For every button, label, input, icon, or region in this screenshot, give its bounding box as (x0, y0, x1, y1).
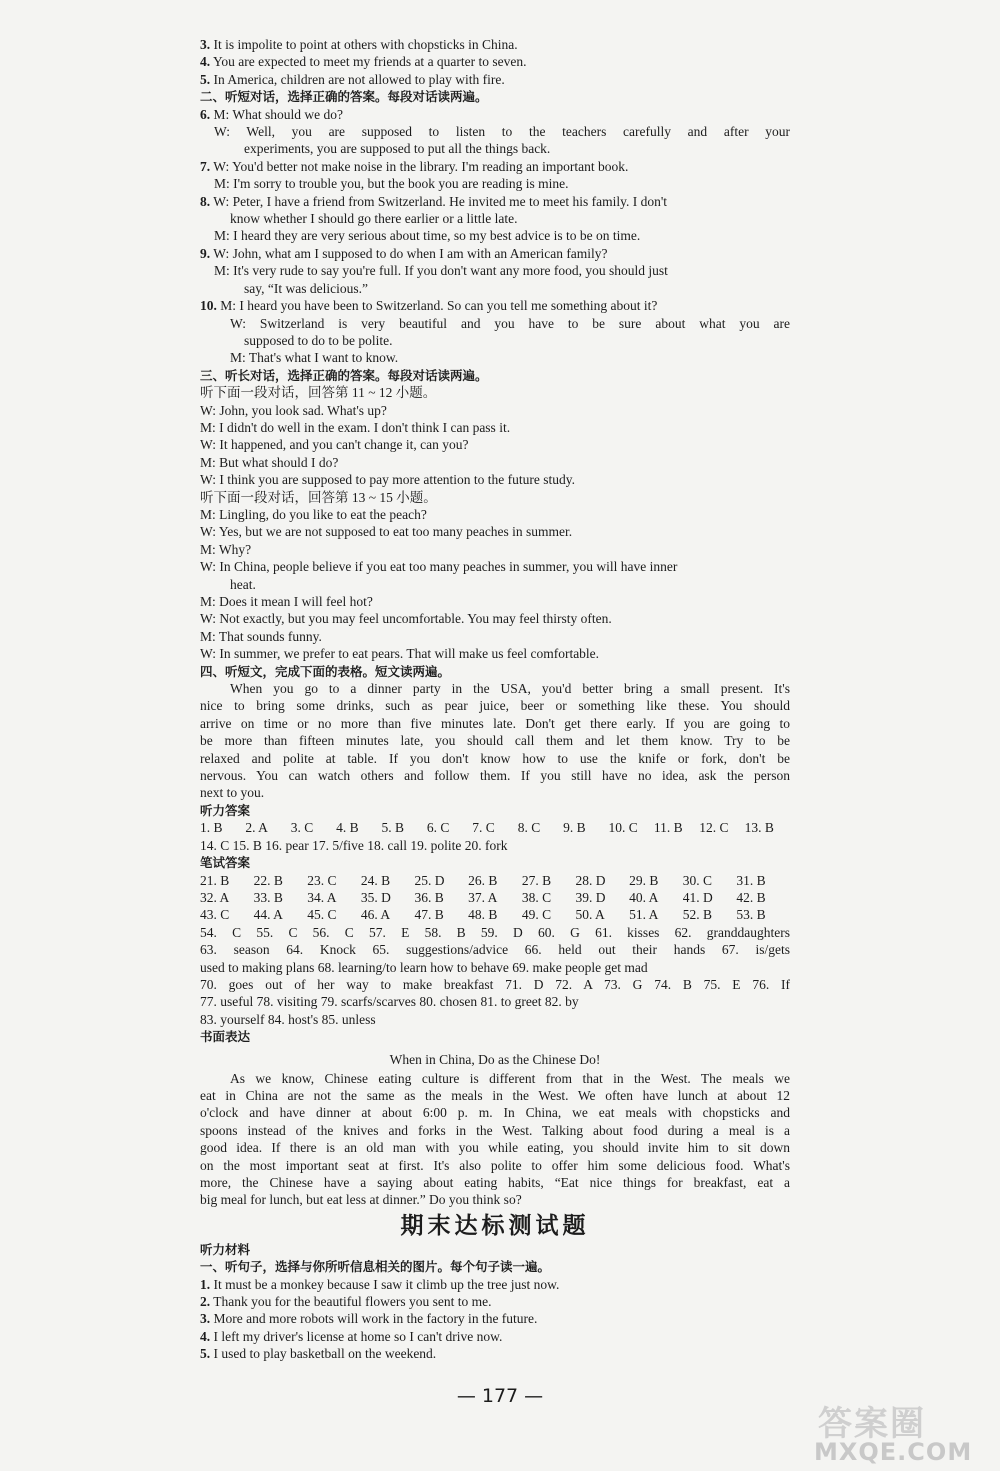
line-text: eat in China are not the same as the meals in the West. We often have lunch at about 12 (200, 1087, 790, 1103)
dialogue-line (200, 210, 790, 227)
listening-answers-row: 14. C 15. B 16. pear 17. 5/five 18. call 19. polite 20. fork (200, 837, 508, 853)
line-text: experiments, you are supposed to put all the things back. (244, 141, 551, 157)
long-dialogues (200, 384, 790, 663)
written-answers-lines (200, 924, 790, 1028)
sentence-line (200, 1293, 790, 1310)
answer-line (200, 941, 790, 958)
answer-item: 10. C (608, 820, 638, 836)
dialogue-line (200, 628, 790, 645)
item-number: 9. (200, 245, 211, 261)
answer-line (200, 924, 790, 941)
section-4-heading: 四、听短文，完成下面的表格。短文读两遍。 (200, 663, 451, 679)
passage-line (200, 697, 790, 714)
line-text: M: What should we do? (213, 106, 343, 122)
line-text: used to making plans 68. learning/to learn how to behave 69. make people get mad (200, 959, 648, 975)
line-text: nervous. You can watch others and follow them. If you still have no idea, ask the person (200, 768, 790, 784)
listening-sentences-continued (200, 36, 790, 88)
dialogue-line (200, 262, 790, 279)
answer-item: 40. A (629, 889, 659, 905)
dialogue-line (200, 419, 790, 436)
answer-item: 34. A (307, 889, 337, 905)
line-text: M: Why? (200, 541, 252, 557)
line-text: W: John, what am I supposed to do when I am with an American family? (213, 245, 608, 261)
line-text: W: Yes, but we are not supposed to eat too many peaches in summer. (200, 524, 573, 540)
line-text: on the most important seat at first. It's also polite to offer him some delicious food. What's (200, 1157, 790, 1173)
line-text: big meal for lunch, but eat less at dinner.” Do you think so? (200, 1192, 522, 1208)
answer-item: 42. B (736, 889, 766, 905)
answer-item: 37. A (468, 889, 498, 905)
item-number: 4. (200, 1328, 211, 1344)
answer-item: 24. B (360, 872, 391, 888)
item-number: 10. (200, 298, 217, 314)
line-text: W: In summer, we prefer to eat pears. That will make us feel comfortable. (200, 646, 600, 662)
answer-item: 36. B (414, 889, 444, 905)
line-text: heat. (230, 576, 256, 592)
written-answers-row (200, 872, 790, 889)
listening-material-heading: 听力材料 (200, 1241, 251, 1257)
dialogue-line (200, 193, 790, 210)
line-text: I used to play basketball on the weekend. (213, 1346, 437, 1362)
answer-item: 32. A (200, 889, 230, 905)
written-answers-row (200, 906, 790, 923)
dialogue-line (200, 227, 790, 244)
answer-item: 27. B (521, 872, 552, 888)
answer-item: 52. B (682, 907, 712, 923)
line-text: I left my driver's license at home so I can't drive now. (213, 1328, 503, 1344)
essay-line (200, 1157, 790, 1174)
dialogue-line (200, 558, 790, 575)
item-number: 3. (200, 37, 211, 52)
section-2-heading: 二、听短对话，选择正确的答案。每段对话读两遍。 (200, 89, 488, 105)
essay-title: When in China, Do as the Chinese Do! (389, 1051, 601, 1067)
answer-item: 9. B (563, 820, 586, 836)
line-text: It must be a monkey because I saw it climb up the tree just now. (213, 1276, 560, 1292)
answer-item: 53. B (736, 907, 766, 923)
dialogue-line (200, 315, 790, 332)
item-number: 8. (200, 193, 211, 209)
dialogue-line (200, 297, 790, 314)
line-text: M: It's very rude to say you're full. If you don't want any more food, you should just (214, 263, 668, 279)
answer-item: 30. C (682, 872, 712, 888)
line-text: When you go to a dinner party in the USA, you'd better bring a small present. It's (230, 681, 790, 697)
writing-heading: 书面表达 (200, 1029, 251, 1045)
line-text: W: I think you are supposed to pay more attention to the future study. (200, 472, 576, 488)
essay-line (200, 1139, 790, 1156)
section-3-heading: 三、听长对话，选择正确的答案。每段对话读两遍。 (200, 367, 488, 383)
line-text: M: That's what I want to know. (230, 350, 399, 366)
answer-item: 49. C (521, 907, 552, 923)
answer-item: 11. B (653, 820, 683, 836)
answer-item: 8. C (517, 820, 541, 836)
answer-item: 3. C (290, 820, 314, 836)
dialogue-line (200, 349, 790, 366)
essay-line (200, 1070, 790, 1087)
dialogue-line (200, 245, 790, 262)
line-text: More and more robots will work in the factory in the future. (213, 1311, 538, 1327)
line-text: Thank you for the beautiful flowers you sent to me. (213, 1294, 492, 1310)
line-text: W: Not exactly, but you may feel uncomfortable. You may feel thirsty often. (200, 611, 612, 627)
line-text: M: I didn't do well in the exam. I don't think I can pass it. (200, 419, 511, 435)
dialogue-line (200, 332, 790, 349)
dialogue-line (200, 384, 790, 401)
answer-item: 13. B (744, 820, 774, 836)
answer-item: 2. A (245, 820, 268, 836)
dialogue-line (200, 471, 790, 488)
passage-line (200, 732, 790, 749)
answer-item: 45. C (307, 907, 337, 923)
essay-body (200, 1070, 790, 1209)
dialogue-line (200, 280, 790, 297)
line-text: M: Lingling, do you like to eat the peach? (200, 506, 427, 522)
item-number: 6. (200, 106, 211, 122)
line-text: W: You'd better not make noise in the library. I'm reading an important book. (213, 158, 629, 174)
answer-item: 4. B (336, 820, 359, 836)
line-text: W: In China, people believe if you eat too many peaches in summer, you will have inner (200, 559, 678, 575)
answer-item: 33. B (253, 889, 283, 905)
dialogue-line (200, 106, 790, 123)
answer-item: 41. D (682, 889, 713, 905)
sentence-line (200, 53, 790, 70)
line-text: M: That sounds funny. (200, 628, 322, 644)
line-text: W: Peter, I have a friend from Switzerland. He invited me to meet his family. I don't (213, 193, 668, 209)
answer-item: 25. D (414, 872, 445, 888)
sentence-line (200, 71, 790, 88)
line-text: be more than fifteen minutes late, you should call them and let them know. Try to be (200, 733, 790, 749)
answer-item: 50. A (575, 907, 605, 923)
sentence-line (200, 36, 790, 53)
page-number: — 177 — (456, 1385, 544, 1407)
watermark-logo: 答案圈 (818, 1404, 926, 1444)
line-text: In America, children are not allowed to play with fire. (213, 71, 505, 87)
dialogue-line (200, 489, 790, 506)
answer-item: 31. B (736, 872, 766, 888)
line-text: 77. useful 78. visiting 79. scarfs/scarves 80. chosen 81. to greet 82. by (200, 994, 579, 1010)
line-text: good idea. If there is an old man with you while eating, you should invite him to sit down (200, 1140, 790, 1156)
essay-line (200, 1087, 790, 1104)
dialogue-line (200, 140, 790, 157)
dialogue-line (200, 175, 790, 192)
dialogue-line (200, 523, 790, 540)
final-test-title: 期末达标测试题 (400, 1212, 590, 1239)
sentence-line (200, 1276, 790, 1293)
line-text: o'clock and have dinner at about 6:00 p. m. In China, we eat meals with chopsticks and (200, 1105, 790, 1121)
written-answers-grid (200, 872, 790, 924)
line-text: M: But what should I do? (200, 454, 339, 470)
dialogue-line (200, 454, 790, 471)
dialogue-line (200, 645, 790, 662)
item-number: 5. (200, 1346, 211, 1362)
passage-line (200, 767, 790, 784)
essay-line (200, 1174, 790, 1191)
line-text: say, “It was delicious.” (244, 280, 368, 296)
item-number: 5. (200, 71, 211, 87)
written-answers-row (200, 889, 790, 906)
line-text: M: I heard you have been to Switzerland. So can you tell me something about it? (220, 298, 658, 314)
dialogue-line (200, 123, 790, 140)
passage-line (200, 680, 790, 697)
answer-item: 26. B (468, 872, 498, 888)
line-text: M: I'm sorry to trouble you, but the book you are reading is mine. (214, 176, 569, 192)
passage-line (200, 784, 790, 801)
essay-line (200, 1191, 790, 1208)
line-text: nice to bring some drinks, such as pear juice, beer or something like these. You should (200, 698, 790, 714)
line-text: next to you. (200, 785, 265, 801)
line-text: 54. C 55. C 56. C 57. E 58. B 59. D 60. G 61. kisses 62. granddaughters (200, 924, 790, 940)
passage-line (200, 715, 790, 732)
answer-item: 6. C (426, 820, 450, 836)
line-text: know whether I should go there earlier or a little late. (230, 211, 518, 227)
final-section-1-heading: 一、听句子，选择与你所听信息相关的图片。每个句子读一遍。 (200, 1259, 551, 1275)
line-text: 70. goes out of her way to make breakfast 71. D 72. A 73. G 74. B 75. E 76. If (200, 976, 790, 992)
answer-item: 21. B (200, 872, 230, 888)
item-number: 1. (200, 1276, 211, 1292)
dialogue-line (200, 506, 790, 523)
line-text: 听下面一段对话，回答第 11 ~ 12 小题。 (200, 385, 437, 401)
dialogue-line (200, 541, 790, 558)
answer-item: 22. B (253, 872, 283, 888)
answer-item: 43. C (200, 907, 230, 923)
passage-line (200, 750, 790, 767)
sentence-line (200, 1328, 790, 1345)
answer-line (200, 959, 790, 976)
line-text: 63. season 64. Knock 65. suggestions/advice 66. held out their hands 67. is/gets (200, 942, 790, 958)
answer-item: 29. B (629, 872, 659, 888)
line-text: M: I heard they are very serious about time, so my best advice is to be on time. (214, 228, 641, 244)
essay-line (200, 1104, 790, 1121)
written-answers-heading: 笔试答案 (200, 855, 251, 871)
answer-item: 28. D (575, 872, 606, 888)
essay-line (200, 1122, 790, 1139)
answer-item: 7. C (472, 820, 495, 836)
answer-item: 1. B (200, 820, 223, 836)
line-text: relaxed and polite at table. If you don't know how to use the knife or fork, don't be (200, 750, 790, 766)
line-text: W: John, you look sad. What's up? (200, 402, 387, 418)
line-text: W: Well, you are supposed to listen to the teachers carefully and after your (214, 124, 790, 140)
item-number: 2. (200, 1294, 211, 1310)
dialogue-line (200, 158, 790, 175)
dialogue-line (200, 593, 790, 610)
line-text: more, the Chinese have a saying about eating habits, “Eat nice things for breakfast, eat a (200, 1175, 790, 1190)
answer-item: 44. A (253, 907, 283, 923)
listening-passage (200, 680, 790, 802)
sentence-line (200, 1310, 790, 1327)
dialogue-line (200, 402, 790, 419)
line-text: arrive on time or no more than five minutes late. Don't get there early. If you are going to (200, 715, 790, 731)
line-text: W: Switzerland is very beautiful and you have to be sure about what you are (230, 315, 790, 331)
line-text: W: It happened, and you can't change it, can you? (200, 437, 469, 453)
final-listening-sentences (200, 1276, 790, 1363)
line-text: You are expected to meet my friends at a quarter to seven. (213, 54, 527, 70)
dialogue-line (200, 610, 790, 627)
answer-item: 48. B (468, 907, 498, 923)
answer-item: 35. D (360, 889, 391, 905)
answer-item: 38. C (521, 889, 552, 905)
sentence-line (200, 1345, 790, 1362)
item-number: 3. (200, 1311, 211, 1327)
answer-line (200, 976, 790, 993)
line-text: supposed to do to be polite. (244, 332, 393, 348)
line-text: M: Does it mean I will feel hot? (200, 594, 373, 609)
item-number: 4. (200, 54, 211, 70)
item-number: 7. (200, 158, 211, 174)
listening-answers-heading: 听力答案 (200, 802, 251, 818)
dialogue-line (200, 436, 790, 453)
answer-item: 51. A (629, 907, 659, 923)
line-text: 听下面一段对话，回答第 13 ~ 15 小题。 (200, 489, 437, 505)
answer-item: 12. C (699, 820, 729, 836)
answer-line (200, 1011, 790, 1028)
short-dialogues (200, 106, 790, 367)
answer-item: 23. C (307, 872, 337, 888)
answer-item: 46. A (360, 907, 391, 923)
answer-item: 5. B (381, 820, 405, 836)
line-text: spoons instead of the knives and forks in the West. Talking about food during a meal is a (200, 1122, 790, 1138)
line-text: It is impolite to point at others with chopsticks in China. (213, 37, 518, 52)
line-text: As we know, Chinese eating culture is different from that in the West. The meals we (230, 1070, 790, 1086)
answer-item: 47. B (414, 907, 444, 923)
document-page (200, 36, 790, 1363)
watermark-url: MXQE.COM (814, 1438, 973, 1466)
dialogue-line (200, 576, 790, 593)
answer-line (200, 993, 790, 1010)
answer-item: 39. D (575, 889, 606, 905)
line-text: 83. yourself 84. host's 85. unless (200, 1011, 376, 1027)
listening-answers-row (200, 819, 790, 836)
